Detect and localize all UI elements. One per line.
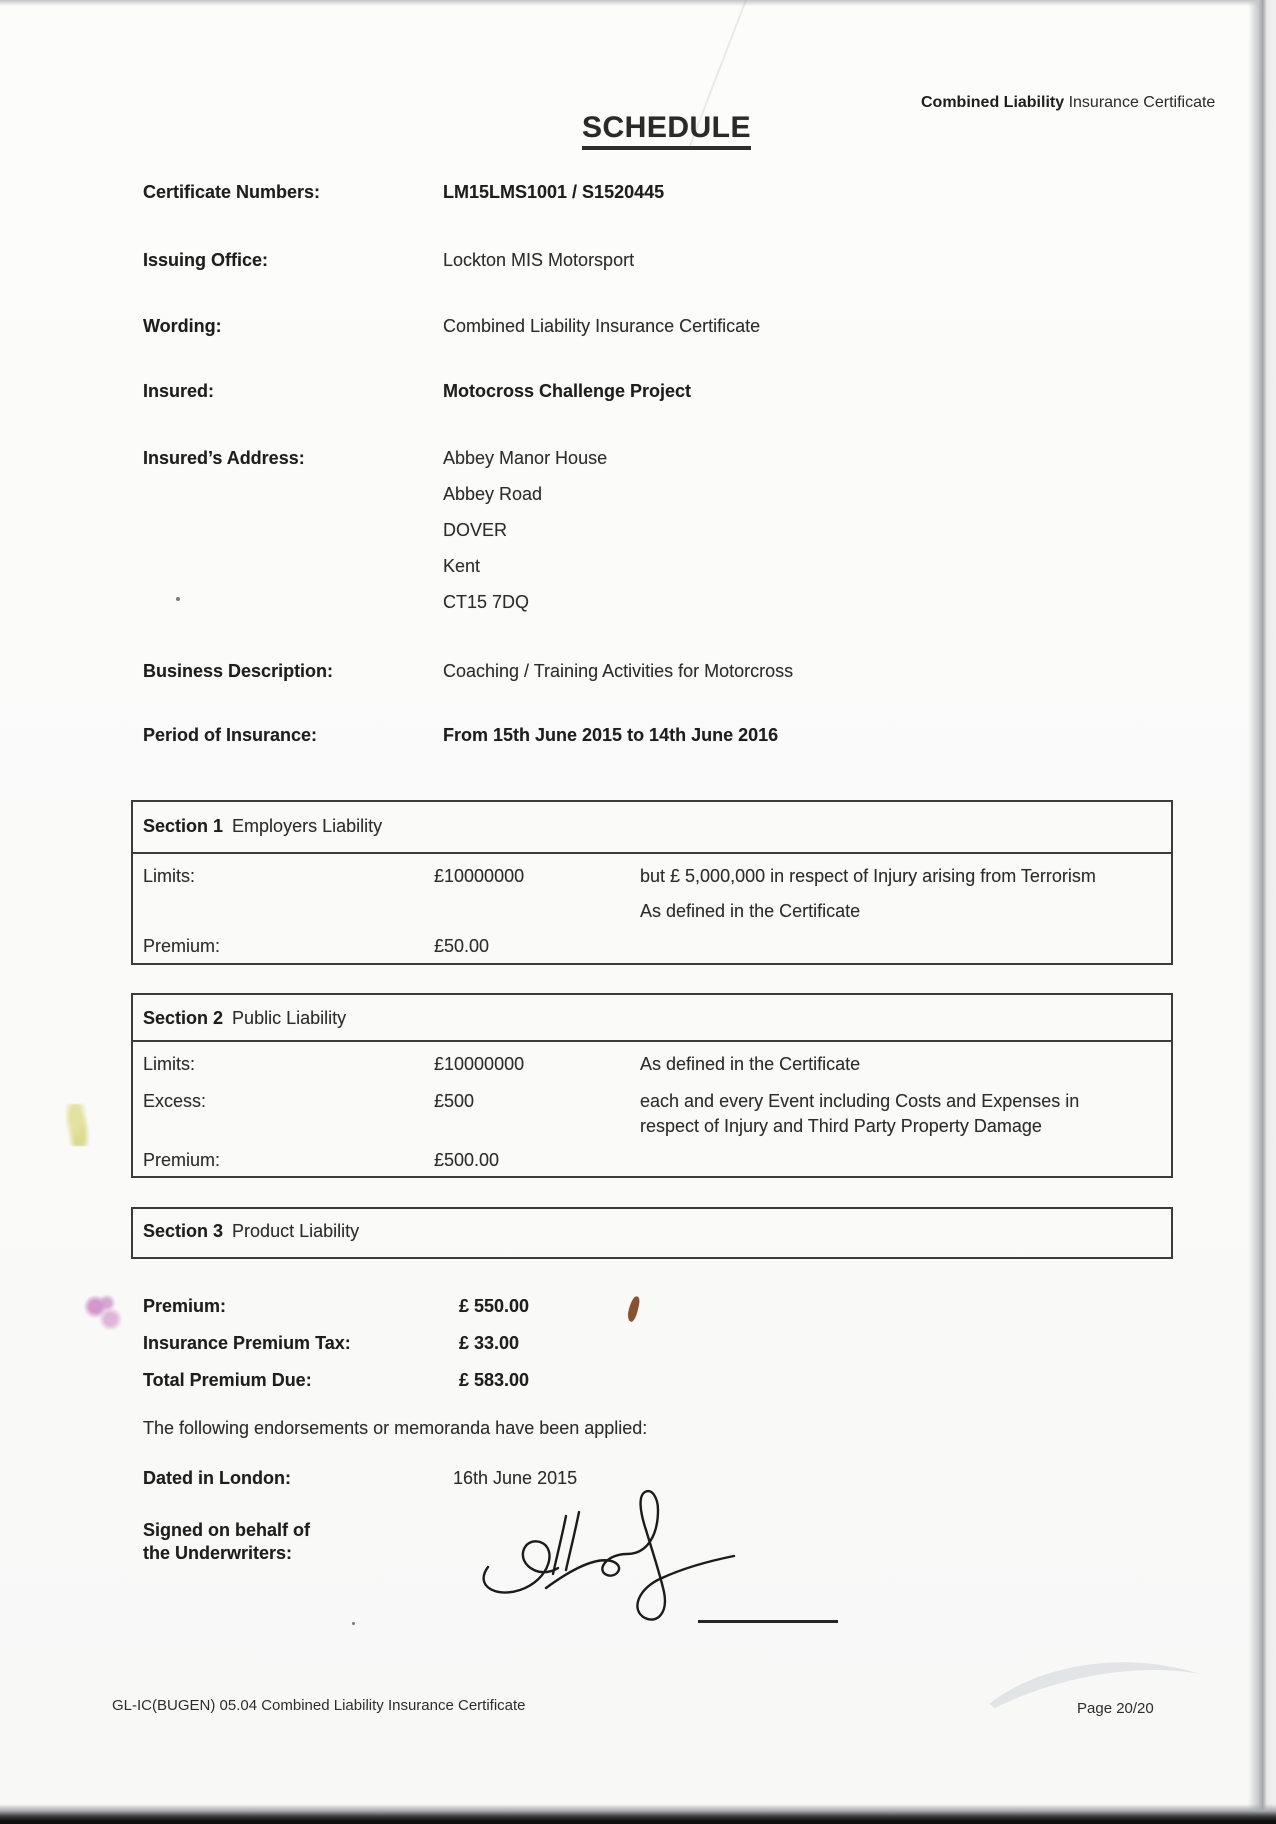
field-label-business-description: Business Description: (143, 661, 334, 681)
section-2-limits-value: £10000000 (434, 1054, 525, 1074)
address-line-5: CT15 7DQ (443, 592, 530, 612)
ink-speck (352, 1622, 355, 1625)
field-value-period-of-insurance: From 15th June 2015 to 14th June 2016 (443, 725, 779, 745)
section-1-limits-desc2: As defined in the Certificate (640, 901, 861, 921)
page-title: SCHEDULE (582, 111, 751, 150)
section-2-excess-desc2: respect of Injury and Third Party Property Damage (640, 1116, 1042, 1136)
running-header (921, 94, 1215, 112)
section-1-premium-label: Premium: (143, 936, 221, 956)
section-1-limits-value: £10000000 (434, 866, 525, 886)
section-2-excess-label: Excess: (143, 1091, 207, 1111)
field-label-wording: Wording: (143, 316, 222, 336)
dated-label: Dated in London: (143, 1468, 291, 1488)
summary-ipt-value: £ 33.00 (459, 1333, 520, 1353)
signed-label-line2: the Underwriters: (143, 1543, 293, 1563)
summary-premium-value: £ 550.00 (459, 1296, 530, 1316)
section-2-premium-value: £500.00 (434, 1150, 500, 1170)
field-label-insured-address: Insured’s Address: (143, 448, 305, 468)
field-label-certificate-numbers: Certificate Numbers: (143, 182, 321, 202)
section-2-header (143, 1008, 346, 1029)
summary-ipt-label: Insurance Premium Tax: (143, 1333, 351, 1353)
field-label-issuing-office: Issuing Office: (143, 250, 269, 270)
section-1-limits-desc: but £ 5,000,000 in respect of Injury arising from Terrorism (640, 866, 1096, 886)
footer-page-number: Page 20/20 (1077, 1700, 1154, 1717)
address-line-2: Abbey Road (443, 484, 543, 504)
section-1-limits-label: Limits: (143, 866, 196, 886)
field-value-insured: Motocross Challenge Project (443, 381, 692, 401)
section-3-number: Section 3 (143, 1221, 224, 1241)
scan-top-shadow (0, 0, 1276, 6)
yellow-stain-mark (66, 1104, 90, 1146)
summary-premium-label: Premium: (143, 1296, 227, 1316)
brown-speck-mark (626, 1295, 640, 1322)
field-label-insured: Insured: (143, 381, 215, 401)
footer-form-reference: GL-IC(BUGEN) 05.04 Combined Liability Insurance Certificate (112, 1697, 526, 1714)
section-1-number: Section 1 (143, 816, 224, 836)
section-1-premium-value: £50.00 (434, 936, 490, 956)
section-2-number: Section 2 (143, 1008, 224, 1028)
running-header-bold: Combined Liability (921, 94, 1065, 111)
section-1-name: Employers Liability (232, 816, 383, 836)
scan-right-edge (1248, 0, 1276, 1824)
section-1-header (143, 816, 382, 837)
running-header-regular: Insurance Certificate (1064, 94, 1216, 111)
field-value-wording: Combined Liability Insurance Certificate (443, 316, 761, 336)
section-3-name: Product Liability (232, 1221, 360, 1241)
field-label-period-of-insurance: Period of Insurance: (143, 725, 318, 745)
section-2-limits-label: Limits: (143, 1054, 196, 1074)
address-line-3: DOVER (443, 520, 508, 540)
section-2-premium-label: Premium: (143, 1150, 221, 1170)
ink-speck (176, 597, 180, 601)
address-line-4: Kent (443, 556, 481, 576)
signature-underline (698, 1620, 838, 1623)
section-1-header-divider (133, 852, 1171, 854)
section-2-limits-desc: As defined in the Certificate (640, 1054, 861, 1074)
pink-stain-mark (84, 1294, 122, 1330)
section-3-header (143, 1221, 359, 1242)
signature (462, 1482, 772, 1637)
signed-label-line1: Signed on behalf of (143, 1520, 310, 1540)
field-value-issuing-office: Lockton MIS Motorsport (443, 250, 635, 270)
section-2-header-divider (133, 1040, 1171, 1042)
section-2-excess-desc: each and every Event including Costs and Expenses in (640, 1091, 1080, 1111)
section-2-excess-value: £500 (434, 1091, 475, 1111)
field-value-business-description: Coaching / Training Activities for Motorcross (443, 661, 794, 681)
section-2-name: Public Liability (232, 1008, 347, 1028)
address-line-1: Abbey Manor House (443, 448, 608, 468)
scan-bottom-edge (0, 1804, 1276, 1824)
endorsements-note: The following endorsements or memoranda have been applied: (143, 1418, 648, 1438)
dated-value: 16th June 2015 (453, 1468, 578, 1488)
summary-total-value: £ 583.00 (459, 1370, 530, 1390)
summary-total-label: Total Premium Due: (143, 1370, 312, 1390)
field-value-certificate-numbers: LM15LMS1001 / S1520445 (443, 182, 665, 202)
